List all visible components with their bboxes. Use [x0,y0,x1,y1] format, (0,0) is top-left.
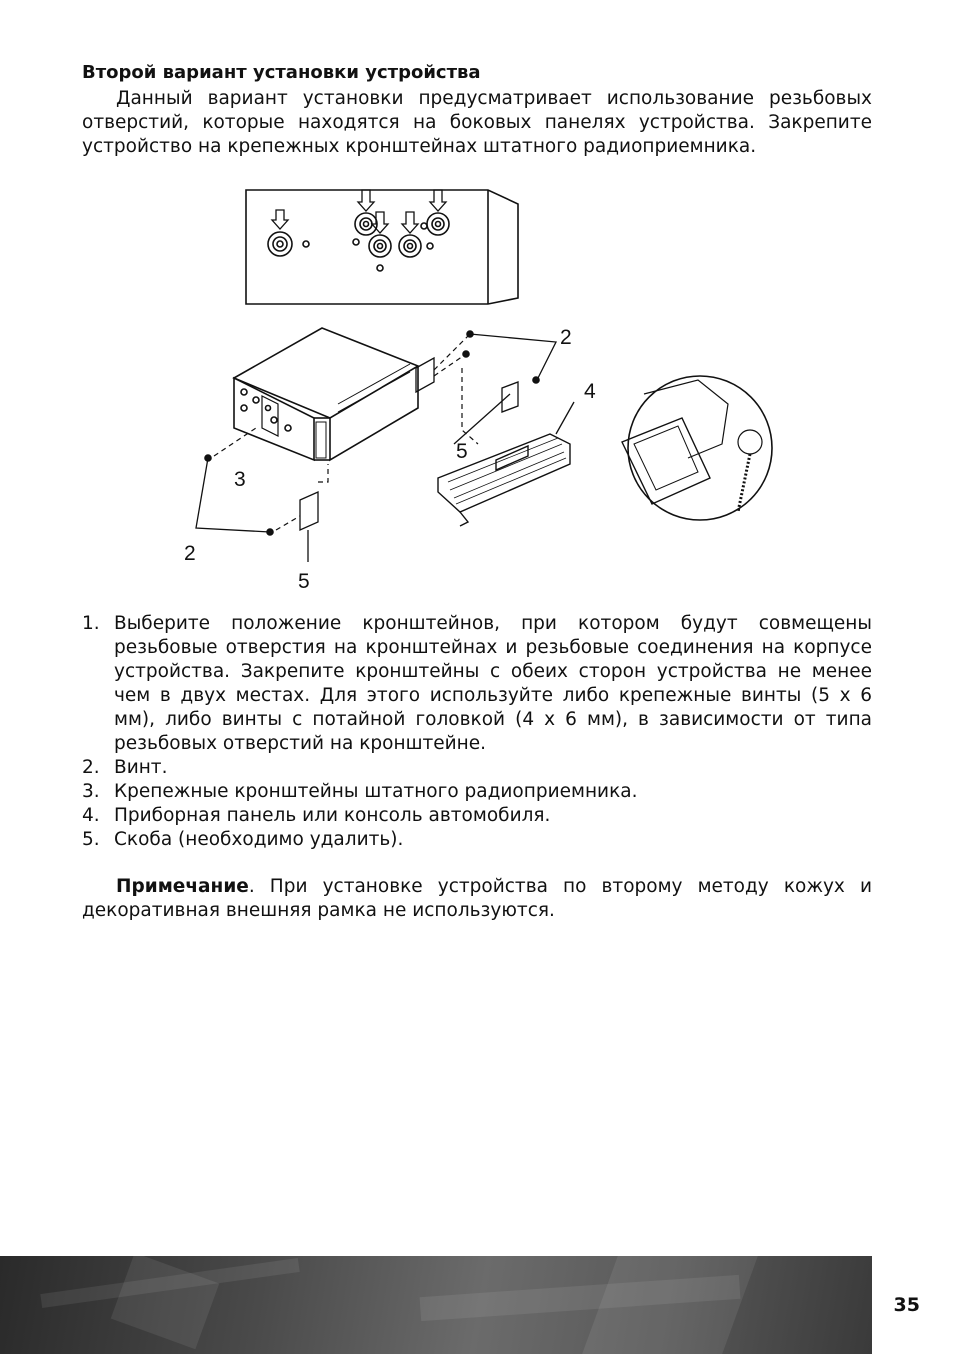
step-text: Выберите положение кронштейнов, при котором будут совмещены резьбовые отверстия на кронштейнах и резьбовые соединения на корпусе устройства. Закрепите кронштейны с обеих сторон устройства не менее чем в двух местах. Для этого используйте либо крепежные винты (5 х 6 мм), либо винты с потайной головкой (4 х 6 мм), в зависимости от типа резьбовых отверстий на кронштейне. [114,613,872,754]
step-number: 4. [82,805,100,826]
step-text: Приборная панель или консоль автомобиля. [114,805,551,826]
side-panel-drawing [246,190,518,304]
page-number: 35 [893,1294,920,1316]
list-item [82,804,872,828]
threaded-hole-icon [268,232,292,256]
threaded-hole-icon [369,235,391,257]
installation-diagram [178,182,778,602]
list-item [82,756,872,780]
callout-2-left: 2 [184,542,196,565]
callout-2-top: 2 [560,326,572,349]
callout-5-mid: 5 [456,440,468,463]
down-arrow-icon [272,190,446,233]
step-number: 5. [82,829,100,850]
threaded-hole-icon [399,235,421,257]
callout-5-bottom: 5 [298,570,310,593]
step-number: 2. [82,757,100,778]
detail-callout-drawing [622,376,772,520]
step-number: 3. [82,781,100,802]
head-unit-drawing [234,328,418,460]
step-text: Скоба (необходимо удалить). [114,829,404,850]
section-heading: Второй вариант установки устройства [82,62,481,83]
callout-4: 4 [584,380,596,403]
note-label: Примечание [116,876,249,897]
list-item [82,828,872,852]
list-item [82,780,872,804]
step-text: Крепежные кронштейны штатного радиоприемника. [114,781,638,802]
intro-paragraph: Данный вариант установки предусматривает использование резьбовых отверстий, которые находятся на боковых панелях устройства. Закрепите устройство на крепежных кронштейнах штатного радиоприемника. [82,88,872,157]
footer-decoration [0,1256,872,1354]
threaded-hole-icon [427,213,449,235]
callout-3: 3 [234,468,246,491]
bracket-drawing [300,358,518,530]
step-text: Винт. [114,757,168,778]
list-item [82,612,872,756]
step-number: 1. [82,613,100,634]
note-text: . При установке устройства по второму методу кожух и декоративная внешняя рамка не используются. [82,876,872,921]
installation-steps [82,612,872,852]
screw-icon [205,331,539,535]
note-paragraph [82,875,872,923]
